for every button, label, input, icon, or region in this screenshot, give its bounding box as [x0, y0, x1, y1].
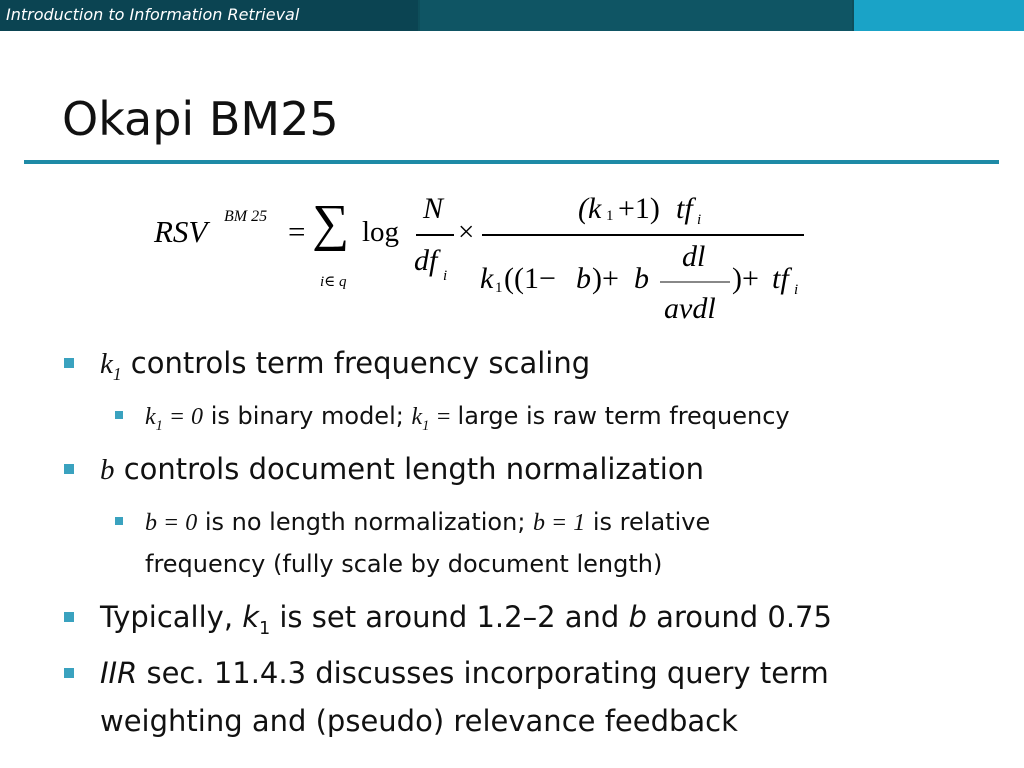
formula-num-k: (k: [578, 192, 602, 225]
bullet-k1-text: controls term frequency scaling: [121, 346, 591, 380]
formula-den-b1: b: [576, 262, 591, 295]
formula-superscript: BM 25: [224, 208, 268, 225]
formula-equals: =: [288, 214, 306, 249]
header-segment-mid: [420, 0, 852, 31]
var-k1-zero: $k_1 = 0$: [145, 404, 204, 434]
var-k1: $k_1$: [100, 348, 122, 384]
course-title: Introduction to Information Retrieval: [6, 5, 300, 24]
bullet-marker: [64, 668, 74, 678]
bullet-marker: [64, 612, 74, 622]
fraction-bar-dl: [660, 281, 730, 283]
bm25-formula: [140, 188, 840, 328]
subbullet-b-line2: frequency (fully scale by document length): [145, 550, 663, 578]
formula-log: log: [362, 216, 400, 248]
subbullet-k1-text1: is binary model;: [203, 402, 412, 430]
bullet-typical-mid: is set around 1.2–2 and: [270, 600, 629, 634]
formula-N: N: [423, 192, 444, 225]
bullet-b-text: controls document length normalization: [114, 452, 704, 486]
var-k1-typical: k: [242, 600, 260, 634]
formula-rsv: RSV: [154, 214, 208, 249]
header-bar: [0, 0, 1024, 31]
header-segment-light: [854, 0, 1024, 31]
formula-den-tf: tf: [772, 262, 789, 295]
bullet-typical-pre: Typically,: [100, 600, 243, 634]
subbullet-b-text2: is relative: [585, 508, 711, 536]
formula-den-sub: 1: [495, 280, 503, 296]
formula-sum-index: i∈ q: [320, 274, 347, 290]
subbullet-b-text1: is no length normalization;: [197, 508, 534, 536]
formula-num-tf-i: i: [697, 212, 702, 228]
subbullet-marker: [115, 517, 123, 525]
var-k1-large: $k_1$ =: [411, 404, 458, 434]
formula-den-tail: )+: [732, 262, 759, 295]
fraction-bar-log: [416, 234, 454, 236]
bullet-typical-post: around 0.75: [646, 600, 832, 634]
title-divider: [24, 160, 999, 164]
subbullet-marker: [115, 411, 123, 419]
bullet-iir-line1: sec. 11.4.3 discusses incorporating query term: [137, 656, 829, 690]
formula-dl: dl: [682, 240, 706, 273]
var-b-zero: b = 0: [145, 510, 198, 536]
var-b-typical: b: [628, 600, 647, 634]
formula-avdl: avdl: [664, 292, 716, 325]
bullet-marker: [64, 358, 74, 368]
formula-df-i: i: [443, 268, 448, 284]
formula-times: ×: [458, 216, 475, 248]
subbullet-k1-text2: large is raw term frequency: [457, 402, 790, 430]
bullet-iir-line2: weighting and (pseudo) relevance feedback: [100, 704, 738, 738]
var-k1-typical-sub: 1: [259, 618, 271, 639]
bullet-marker: [64, 464, 74, 474]
fraction-bar-main: [482, 234, 804, 236]
var-iir: IIR: [100, 656, 138, 690]
formula-df: df: [414, 244, 438, 277]
formula-sigma: ∑: [312, 195, 350, 252]
var-b: b: [100, 454, 115, 486]
formula-den-rest: ((1−: [504, 262, 556, 295]
var-b-one: b = 1: [533, 510, 586, 536]
slide-title: Okapi BM25: [62, 92, 339, 146]
formula-num-tf: tf: [676, 192, 693, 225]
formula-den-tf-i: i: [794, 282, 799, 298]
formula-num-sub: 1: [606, 208, 614, 224]
formula-den-close: )+: [592, 262, 619, 295]
formula-den-k: k: [480, 262, 494, 295]
formula-den-b2: b: [634, 262, 649, 295]
formula-num-plus: +1): [618, 192, 660, 225]
